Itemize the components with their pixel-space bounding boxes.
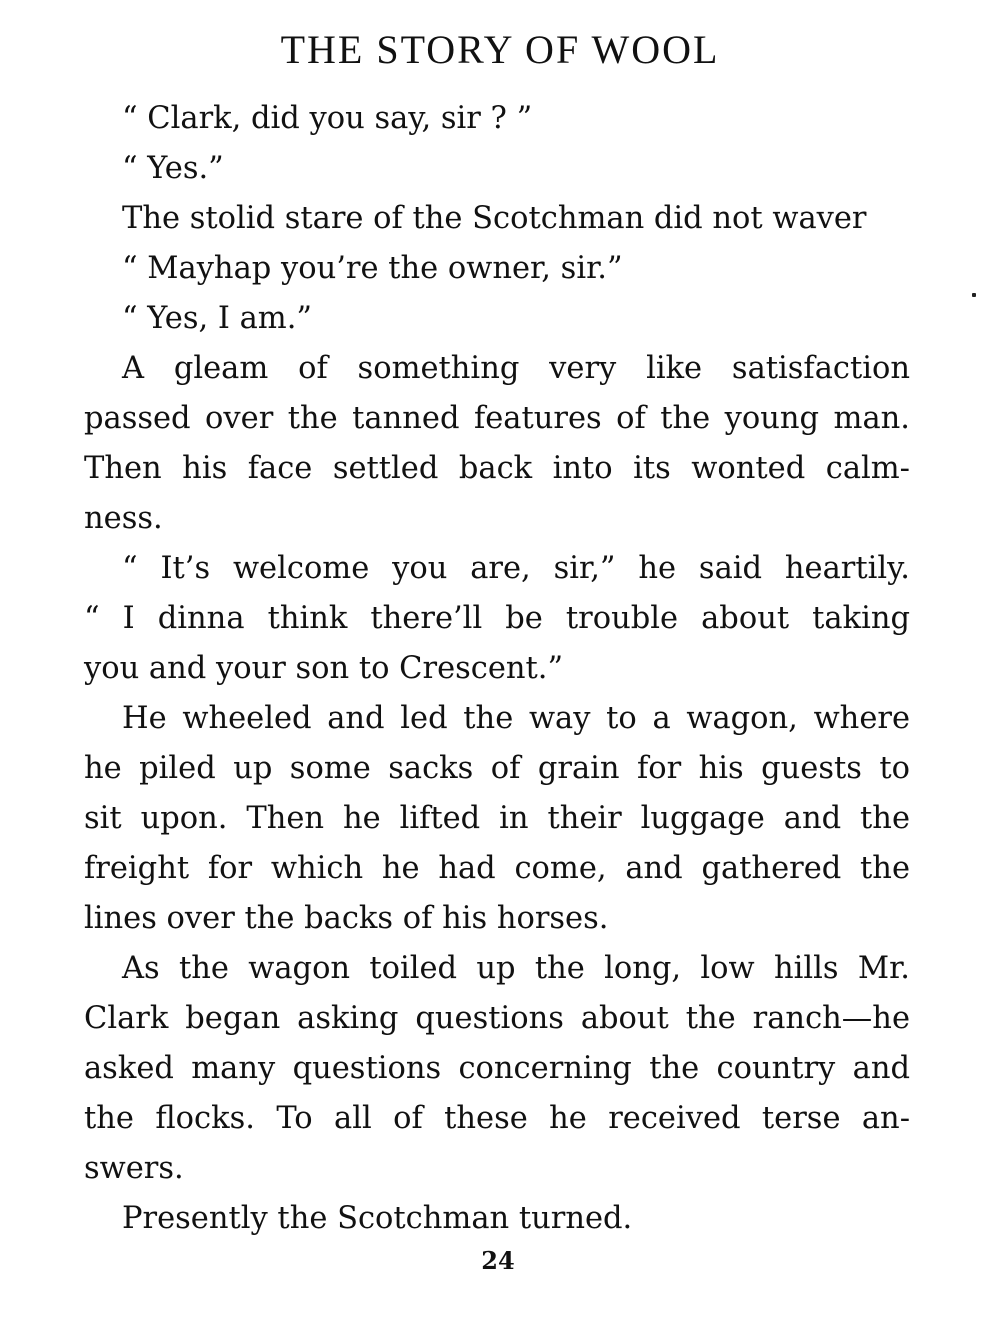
text-line: “ Clark, did you say, sir ? ”: [122, 101, 533, 136]
text-line: he piled up some sacks of grain for his guests to: [84, 751, 910, 786]
text-line: “ Yes.”: [122, 151, 224, 186]
text-line: The stolid stare of the Scotchman did not waver: [122, 201, 867, 236]
text-line: Presently the Scotchman turned.: [122, 1201, 633, 1236]
print-speck: [972, 293, 976, 297]
text-line: ness.: [84, 501, 163, 536]
text-line: asked many questions concerning the country and: [84, 1051, 910, 1086]
text-line: Then his face settled back into its wonted calm-: [84, 451, 910, 486]
text-line: lines over the backs of his horses.: [84, 901, 609, 936]
text-line: Clark began asking questions about the ranch—he: [84, 1001, 910, 1036]
text-line: “ I dinna think there’ll be trouble about taking: [84, 601, 910, 636]
page-number: 24: [481, 1246, 515, 1275]
text-line: He wheeled and led the way to a wagon, where: [122, 701, 910, 736]
text-line: passed over the tanned features of the young man.: [84, 401, 910, 436]
body-text: [84, 94, 910, 1244]
text-line: “ It’s welcome you are, sir,” he said heartily.: [122, 551, 910, 586]
text-line: A gleam of something very like satisfaction: [122, 351, 910, 386]
text-line: freight for which he had come, and gathered the: [84, 851, 910, 886]
text-line: sit upon. Then he lifted in their luggage and the: [84, 801, 910, 836]
running-head: THE STORY OF WOOL: [280, 27, 720, 72]
text-line: “ Yes, I am.”: [122, 301, 312, 336]
text-line: the flocks. To all of these he received terse an-: [84, 1101, 910, 1136]
text-line: “ Mayhap you’re the owner, sir.”: [122, 251, 623, 286]
text-line: you and your son to Crescent.”: [84, 651, 564, 686]
text-line: As the wagon toiled up the long, low hills Mr.: [122, 951, 910, 986]
text-line: swers.: [84, 1151, 184, 1186]
